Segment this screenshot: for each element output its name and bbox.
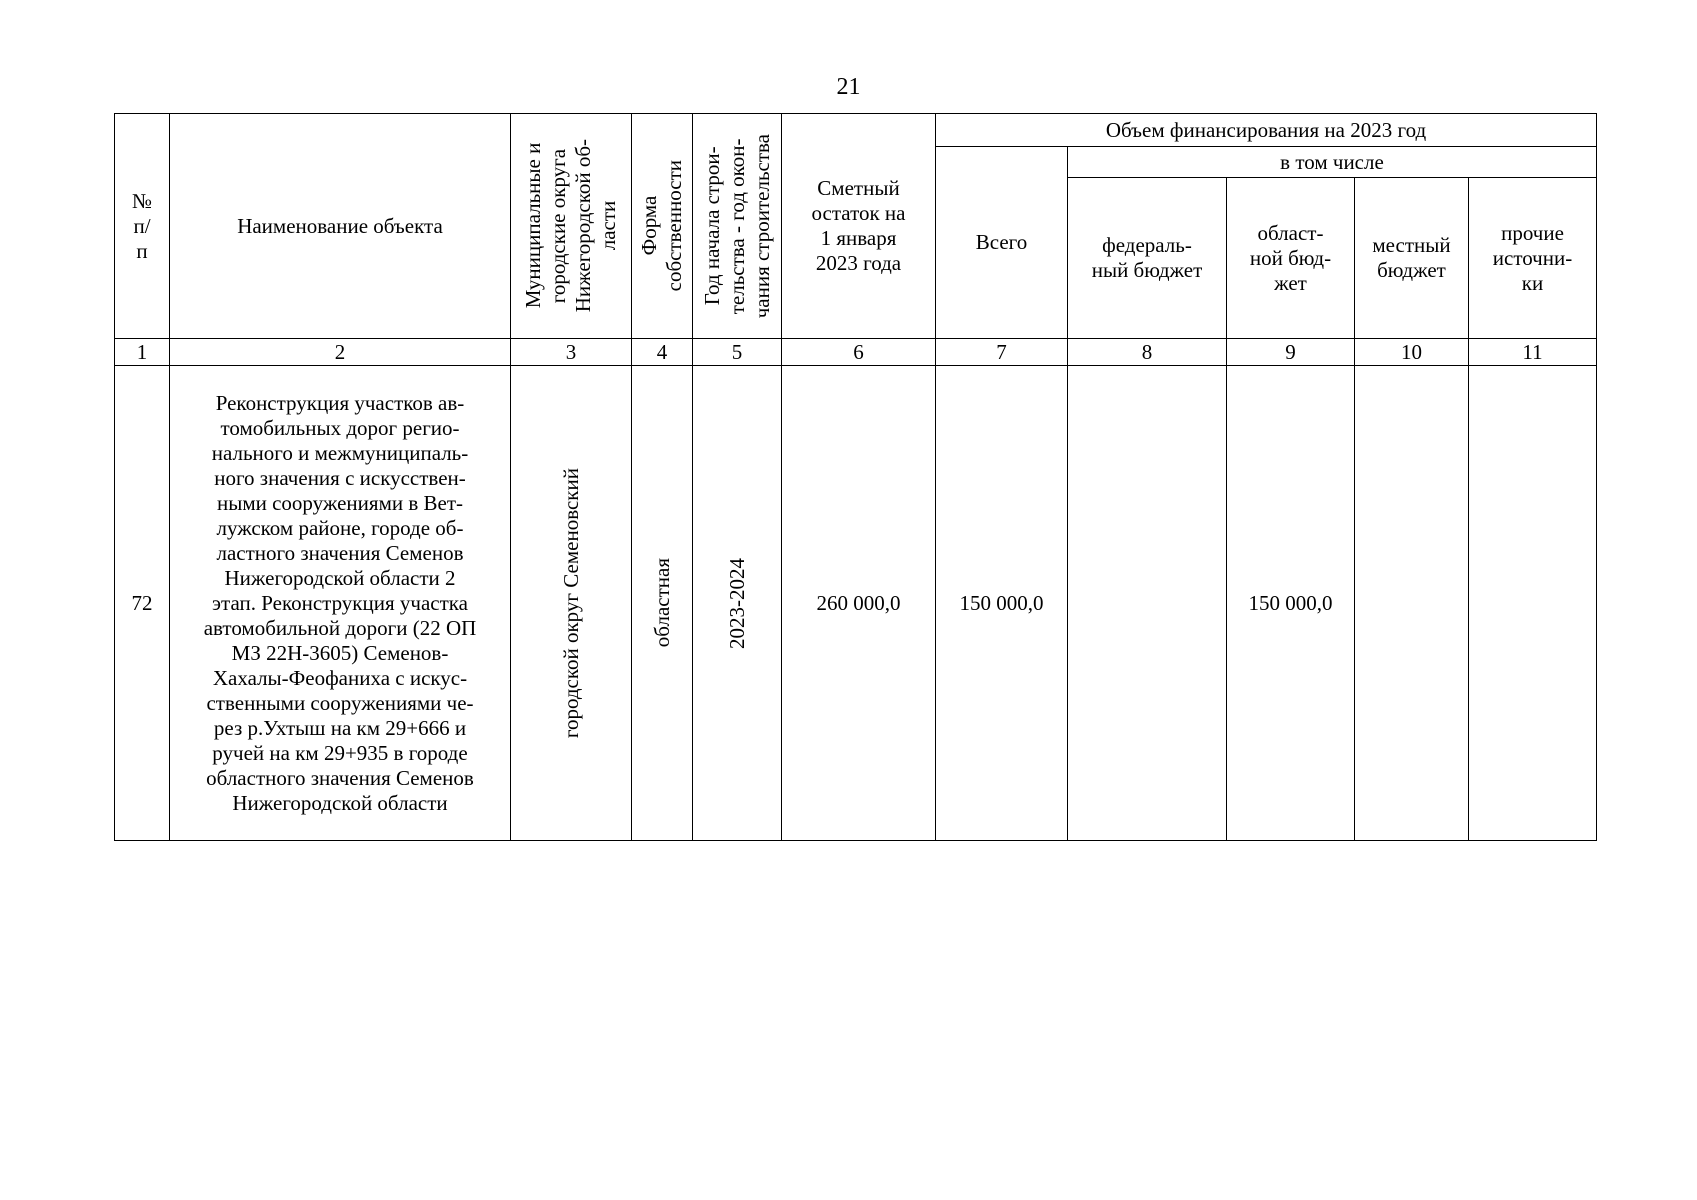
- table-row: [115, 366, 1597, 841]
- column-number: 9: [1227, 339, 1355, 366]
- column-number: 1: [115, 339, 170, 366]
- header-including: в том числе: [1068, 147, 1597, 178]
- header-regional: област- ной бюд- жет: [1227, 178, 1355, 339]
- header-years-cell: [693, 114, 782, 339]
- column-number: 2: [170, 339, 511, 366]
- column-number: 5: [693, 339, 782, 366]
- column-number: 6: [782, 339, 936, 366]
- row-total: 150 000,0: [936, 366, 1068, 841]
- header-years: Год начала строи- тельства - год окон- чания строительства: [699, 133, 774, 319]
- row-regional: 150 000,0: [1227, 366, 1355, 841]
- column-number: 3: [511, 339, 632, 366]
- header-other: прочие источни- ки: [1469, 178, 1597, 339]
- row-municipality: городской округ Семеновский: [558, 467, 583, 739]
- financing-table: [114, 113, 1597, 841]
- header-row-1: [115, 114, 1597, 147]
- header-federal: федераль- ный бюджет: [1068, 178, 1227, 339]
- row-years: 2023-2024: [724, 557, 749, 649]
- column-number: 4: [632, 339, 693, 366]
- column-number: 10: [1355, 339, 1469, 366]
- row-ownership-cell: [632, 366, 693, 841]
- header-local: местный бюджет: [1355, 178, 1469, 339]
- column-number: 8: [1068, 339, 1227, 366]
- header-num: № п/ п: [115, 114, 170, 339]
- column-number: 7: [936, 339, 1068, 366]
- header-funding-group: Объем финансирования на 2023 год: [936, 114, 1597, 147]
- header-municipality-cell: [511, 114, 632, 339]
- header-municipality: Муниципальные и городские округа Нижегородской об- ласти: [521, 139, 620, 313]
- row-object-name: Реконструкция участков ав- томобильных дорог регио- нального и межмуниципаль- ного значения с искусствен- ными сооружениями в Вет- лужском районе, городе об- ластного значения Семенов Нижегородской области 2 этап. Реконструкция участка автомобильной дороги (22 ОП МЗ 22Н-3605) Семенов- Хахалы-Феофаниха с искус- ственными сооружениями че- рез р.Ухтыш на км 29+666 и ручей на км 29+935 в городе областного значения Семенов Нижегородской области: [170, 366, 511, 841]
- column-number-row: [115, 339, 1597, 366]
- header-ownership: Форма собственности: [637, 160, 686, 292]
- row-balance: 260 000,0: [782, 366, 936, 841]
- row-federal: [1068, 366, 1227, 841]
- page-number: 21: [836, 74, 861, 100]
- header-balance: Сметный остаток на 1 января 2023 года: [782, 114, 936, 339]
- row-municipality-cell: [511, 366, 632, 841]
- header-name: Наименование объекта: [170, 114, 511, 339]
- row-local: [1355, 366, 1469, 841]
- header-total: Всего: [936, 147, 1068, 339]
- column-number: 11: [1469, 339, 1597, 366]
- header-ownership-cell: [632, 114, 693, 339]
- row-num: 72: [115, 366, 170, 841]
- row-years-cell: [693, 366, 782, 841]
- row-other: [1469, 366, 1597, 841]
- row-ownership: областная: [649, 558, 674, 648]
